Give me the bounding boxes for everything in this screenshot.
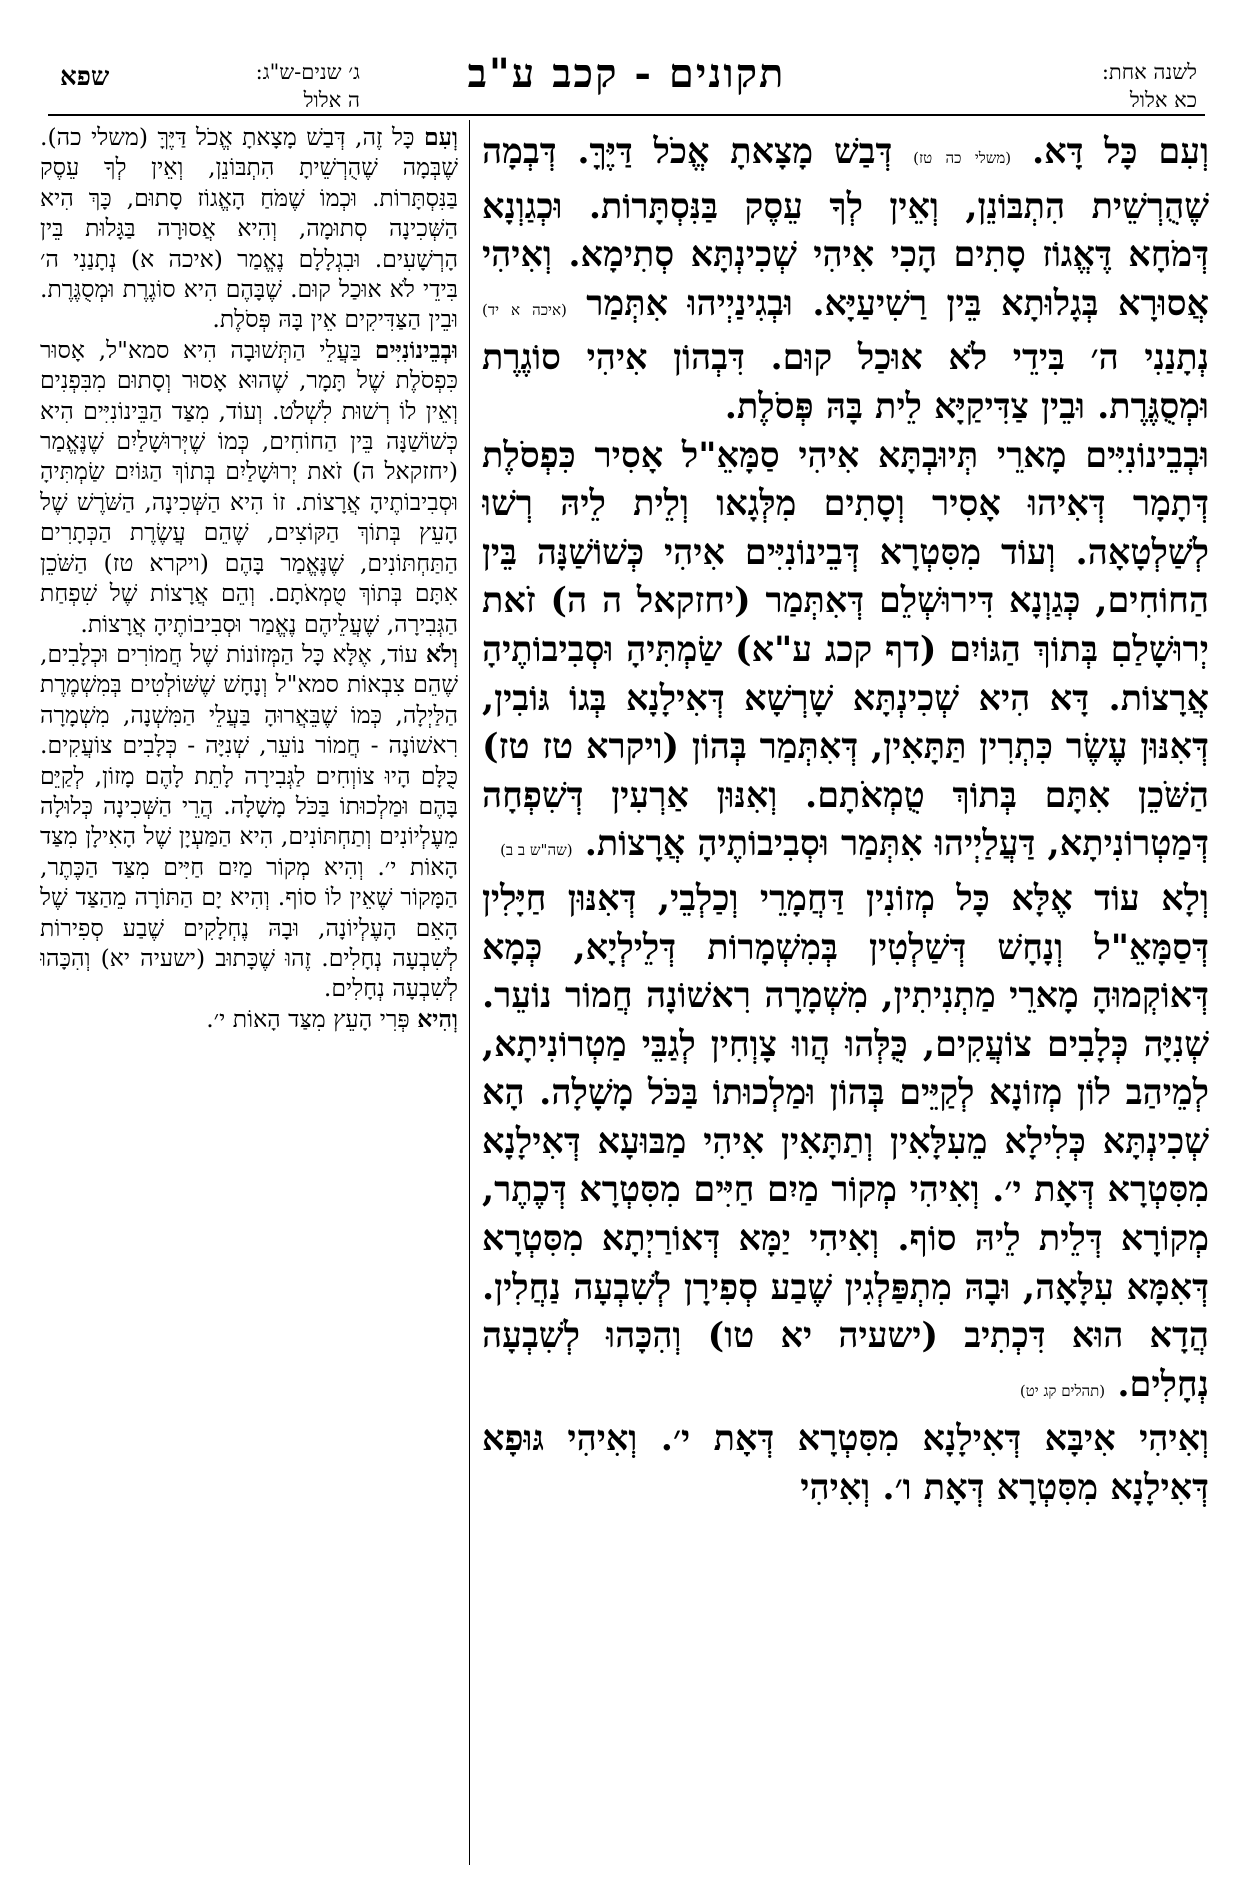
paragraph [482,1415,1209,1518]
source-reference: (איכה א יד) [482,300,567,319]
paragraph [482,128,1209,432]
left-study-note-line1: ג׳ שנים-ש"ג: [255,60,360,84]
right-study-note-line1: לשנה אחת: [1101,60,1197,84]
paragraph-text: עוֹד אֶלָּא כָּל מְזוֹנִין דַּחֲמָרֵי וְכַלְבֵי, דְּאִנּוּן חַיָּלִין דְּסַמָּאֵ"ל וְנָחָשׁ דְּשַׁלְטִין בְּמִשְׁמָרוֹת דְּלֵילְיָא, כְּמָא דְּאוֹקְמוּהָ מָארֵי מַתְנִיתִין, מִשְׁמָרָה רִאשׁוֹנָה חֲמוֹר נוֹעֵר. שְׁנִיָּה כְּלָבִים צוֹעֲקִים, כֻּלְּהוּ הֲווּ צָוְחִין לְגַבֵּי מַטְרוֹנִיתָא, לְמֵיהַב לוֹן מְזוֹנָא לְקַיֵּים בְּהוֹן וּמַלְכוּתוֹ בַּכֹּל מָשָׁלָה. הָא שְׁכִינְתָּא כְּלִילָא מֵעִלָּאִין וְתַתָּאִין אִיהִי מַבּוּעָא דְּאִילָנָא מִסִּטְרָא דְּאָת י׳. וְאִיהִי מְקוֹר מַיִם חַיִּים מִסִּטְרָא דְּכֶתֶר, מְקוֹרָא דְּלֵית לֵיהּ סוֹף. וְאִיהִי יַמָּא דְּאוֹרַיְתָא מִסִּטְרָא דְּאִמָּא עִלָּאָה, וּבָהּ מִתְפַּלְגִין שֶׁבַע סְפִירָן לְשִׁבְעָה נַחֲלִין. הֲדָא הוּא דִּכְתִיב (ישעיה יא טו) וְהִכָּהוּ לְשִׁבְעָה נְחָלִים. [482,877,1209,1405]
paragraph-text: פְּרִי הָעֵץ מִצַּד הָאוֹת י׳. [206,1004,410,1033]
page-title: תקונים - קכב ע"ב [467,50,786,97]
page-number: שפא [60,62,110,92]
paragraph-lead-word: וְהִיא [417,1004,458,1033]
paragraph-lead-word: וּבְבֵינוֹנִיִּים [374,335,458,364]
hebrew-translation-column [40,122,458,1870]
paragraph-text: אִיבָּא דְּאִילָנָא מִסִּטְרָא דְּאָת י׳. וְאִיהִי גּוּפָא דְּאִילָנָא מִסִּטְרָא דְּאָת ו׳. וְאִיהִי [482,1418,1209,1509]
source-reference: (משלי כה טז) [913,149,1012,167]
paragraph-lead-word: וְעִם כָּל דָּא. [1031,131,1209,172]
column-divider [469,120,470,1865]
source-reference: (תהלים קג יט) [1019,1381,1106,1400]
paragraph [482,432,1209,875]
paragraph-text: עוֹד, אֶלָּא כָּל הַמְּזוֹנוֹת שֶׁל חֲמוֹרִים וּכְלָבִים, שֶׁהֵם צִבְאוֹת סמא"ל וְנָחָשׁ שֶׁשּׁוֹלְטִים בְּמִשְׁמֶרֶת הַלַּיְלָה, כְּמוֹ שֶׁבֵּאֲרוּהָ בַּעֲלֵי הַמִּשְׁנָה, מִשְׁמָרָה רִאשׁוֹנָה - חֲמוֹר נוֹעֵר, שְׁנִיָּה - כְּלָבִים צוֹעֲקִים. כֻּלָּם הָיוּ צוֹוְחִים לַגְּבִירָה לָתֵת לָהֶם מָזוֹן, לְקַיֵּם בָּהֶם וּמַלְכוּתוֹ בַּכֹּל מָשָׁלָה. הֲרֵי הַשְּׁכִינָה כְּלוּלָה מֵעֶלְיוֹנִים וְתַחְתּוֹנִים, הִיא הַמַּעְיָן שֶׁל הָאִילָן מִצַּד הָאוֹת י׳. וְהִיא מְקוֹר מַיִם חַיִּים מִצַּד הַכֶּתֶר, הַמָּקוֹר שֶׁאֵין לוֹ סוֹף. וְהִיא יָם הַתּוֹרָה מֵהַצַּד שֶׁל הָאֵם הָעֶלְיוֹנָה, וּבָהּ נֶחְלָקִים שֶׁבַע סְפִירוֹת לְשִׁבְעָה נְחָלִים. זֶהוּ שֶׁכָּתוּב (ישעיה יא) וְהִכָּהוּ לְשִׁבְעָה נְחָלִים. [40,639,458,1003]
paragraph-text: דְּבַשׁ מָצָאתָ אֱכֹל דַּיֶּךָּ. דְּבְמָה שֶׁהֻרְשֵׁית הִתְבּוֹנֵן, וְאֵין לְךָ עֵסֶק בַּנִּסְתָּרוֹת. וּכְגַוְנָא דְּמֹחָא דֶּאֱגוֹז סָתִים הָכִי אִיהִי שְׁכִינְתָּא סְתִימָא. וְאִיהִי אֲסוּרָא בְּגָלוּתָא בֵּין רַשִׁיעַיָּא. וּבְגִינַיְיהוּ אִתְּמַר [482,131,1209,324]
paragraph-lead-word: וְלָא [1161,877,1209,919]
paragraph-text: מָארֵי תְּיוּבְתָּא אִיהִי סַמָּאֵ"ל אָסִיר כִּפְסֹלֶת דְּתָמָר דְּאִיהוּ אָסִיר וְסָתִים מִלְּגָאו וְלֵית לֵיהּ רְשׁוּ לְשַׁלְטָאָה. וְעוֹד מִסִּטְרָא דְּבֵינוֹנִיִּים אִיהִי כְּשׁוֹשַׁנָּה בֵּין הַחוֹחִים, כְּגַוְנָא דִּירוּשְׁלֵם דְּאִתְּמַר (יחזקאל ה ה) זֹאת יְרוּשָׁלַםִ בְּתוֹךְ הַגּוֹיִם (דף קכג ע"א) שַׂמְתִּיהָ וּסְבִיבוֹתֶיהָ אֲרָצוֹת. דָּא הִיא שְׁכִינְתָּא שָׁרְשָׁא דְּאִילָנָא בְּגוֹ גּוֹבִין, דְּאִנּוּן עֶשֶׂר כִּתְרִין תַּתָּאִין, דְּאִתְּמַר בְּהוֹן (ויקרא טז טז) הַשֹּׁכֵן אִתָּם בְּתוֹךְ טֻמְאֹתָם. וְאִנּוּן אַרְעִין דְּשִׁפְחָה דְּמַטְרוֹנִיתָא, דַּעֲלַיְיהוּ אִתְּמַר וּסְבִיבוֹתֶיהָ אֲרָצוֹת. [482,434,1209,865]
paragraph [40,335,458,639]
paragraph [40,639,458,1004]
paragraph-lead-word: וְאִיהִי [1139,1418,1209,1460]
right-study-note-line2: כא אלול [1129,88,1197,112]
paragraph-text: נְתָנַנִי ה׳ בִּידֵי לֹא אוּכַל קוּם. דִּבְהוֹן אִיהִי סוֹגֶרֶת וּמְסֻגֶּרֶת. וּבֵין צַדִּיקַיָּא לֵית בָּהּ פְּסֹלֶת. [482,337,1209,427]
left-study-note-line2: ה אלול [303,88,360,112]
paragraph-lead-word: וְלֹא [425,639,458,668]
right-study-note [997,58,1197,114]
paragraph-text: כָּל זֶה, דְּבַשׁ מָצָאתָ אֱכֹל דַּיֶּךָּ (משלי כה). שֶׁבְּמָה שֶׁהֻרְשֵׁיתָ הִתְבּוֹנֵן, וְאֵין לְךָ עֵסֶק בַּנִּסְתָּרוֹת. וּכְמוֹ שֶׁמֹּחַ הָאֱגוֹז סָתוּם, כָּךְ הִיא הַשְּׁכִינָה סְתוּמָה, וְהִיא אֲסוּרָה בַּגָּלוּת בֵּין הָרְשָׁעִים. וּבִגְלָלָם נֶאֱמַר (איכה א) נְתָנַנִי ה׳ בִּידֵי לֹא אוּכַל קוּם. שֶׁבָּהֶם הִיא סוֹגֶרֶת וּמְסֻגֶּרֶת. וּבֵין הַצַּדִּיקִים אֵין בָּהּ פְּסֹלֶת. [40,123,458,334]
paragraph-lead-word: וְעִם [424,123,458,151]
paragraph [482,875,1209,1416]
aramaic-text-column [482,128,1209,1870]
paragraph-lead-word: וּבְבֵינוֹנִיִּים [1085,434,1209,476]
paragraph-text: בַּעֲלֵי הַתְּשׁוּבָה הִיא סמא"ל, אָסוּר כִּפְסֹלֶת שֶׁל תָּמָר, שֶׁהוּא אָסוּר וְסָתוּם מִבִּפְנִים וְאֵין לוֹ רְשׁוּת לִשְׁלֹט. וְעוֹד, מִצַּד הַבֵּינוֹנִיִּים הִיא כְּשׁוֹשַׁנָּה בֵּין הַחוֹחִים, כְּמוֹ שֶׁיְּרוּשָׁלַיִם שֶׁנֶּאֱמַר (יחזקאל ה) זֹאת יְרוּשָׁלַיִם בְּתוֹךְ הַגּוֹיִם שַׂמְתִּיהָ וּסְבִיבוֹתֶיהָ אֲרָצוֹת. זוֹ הִיא הַשְּׁכִינָה, הַשֹּׁרֶשׁ שֶׁל הָעֵץ בְּתוֹךְ הַקּוֹצִים, שֶׁהֵם עֲשֶׂרֶת הַכְּתָרִים הַתַּחְתּוֹנִים, שֶׁנֶּאֱמַר בָּהֶם (ויקרא טז) הַשֹּׁכֵן אִתָּם בְּתוֹךְ טֻמְאֹתָם. וְהֵם אֲרָצוֹת שֶׁל שִׁפְחַת הַגְּבִירָה, שֶׁעֲלֵיהֶם נֶאֱמַר וּסְבִיבוֹתֶיהָ אֲרָצוֹת. [40,335,458,638]
paragraph [40,1004,458,1034]
header-rule [48,114,1205,116]
paragraph [40,122,458,335]
source-reference: (שה"ש ב ב) [500,841,573,860]
page-header [48,48,1205,118]
